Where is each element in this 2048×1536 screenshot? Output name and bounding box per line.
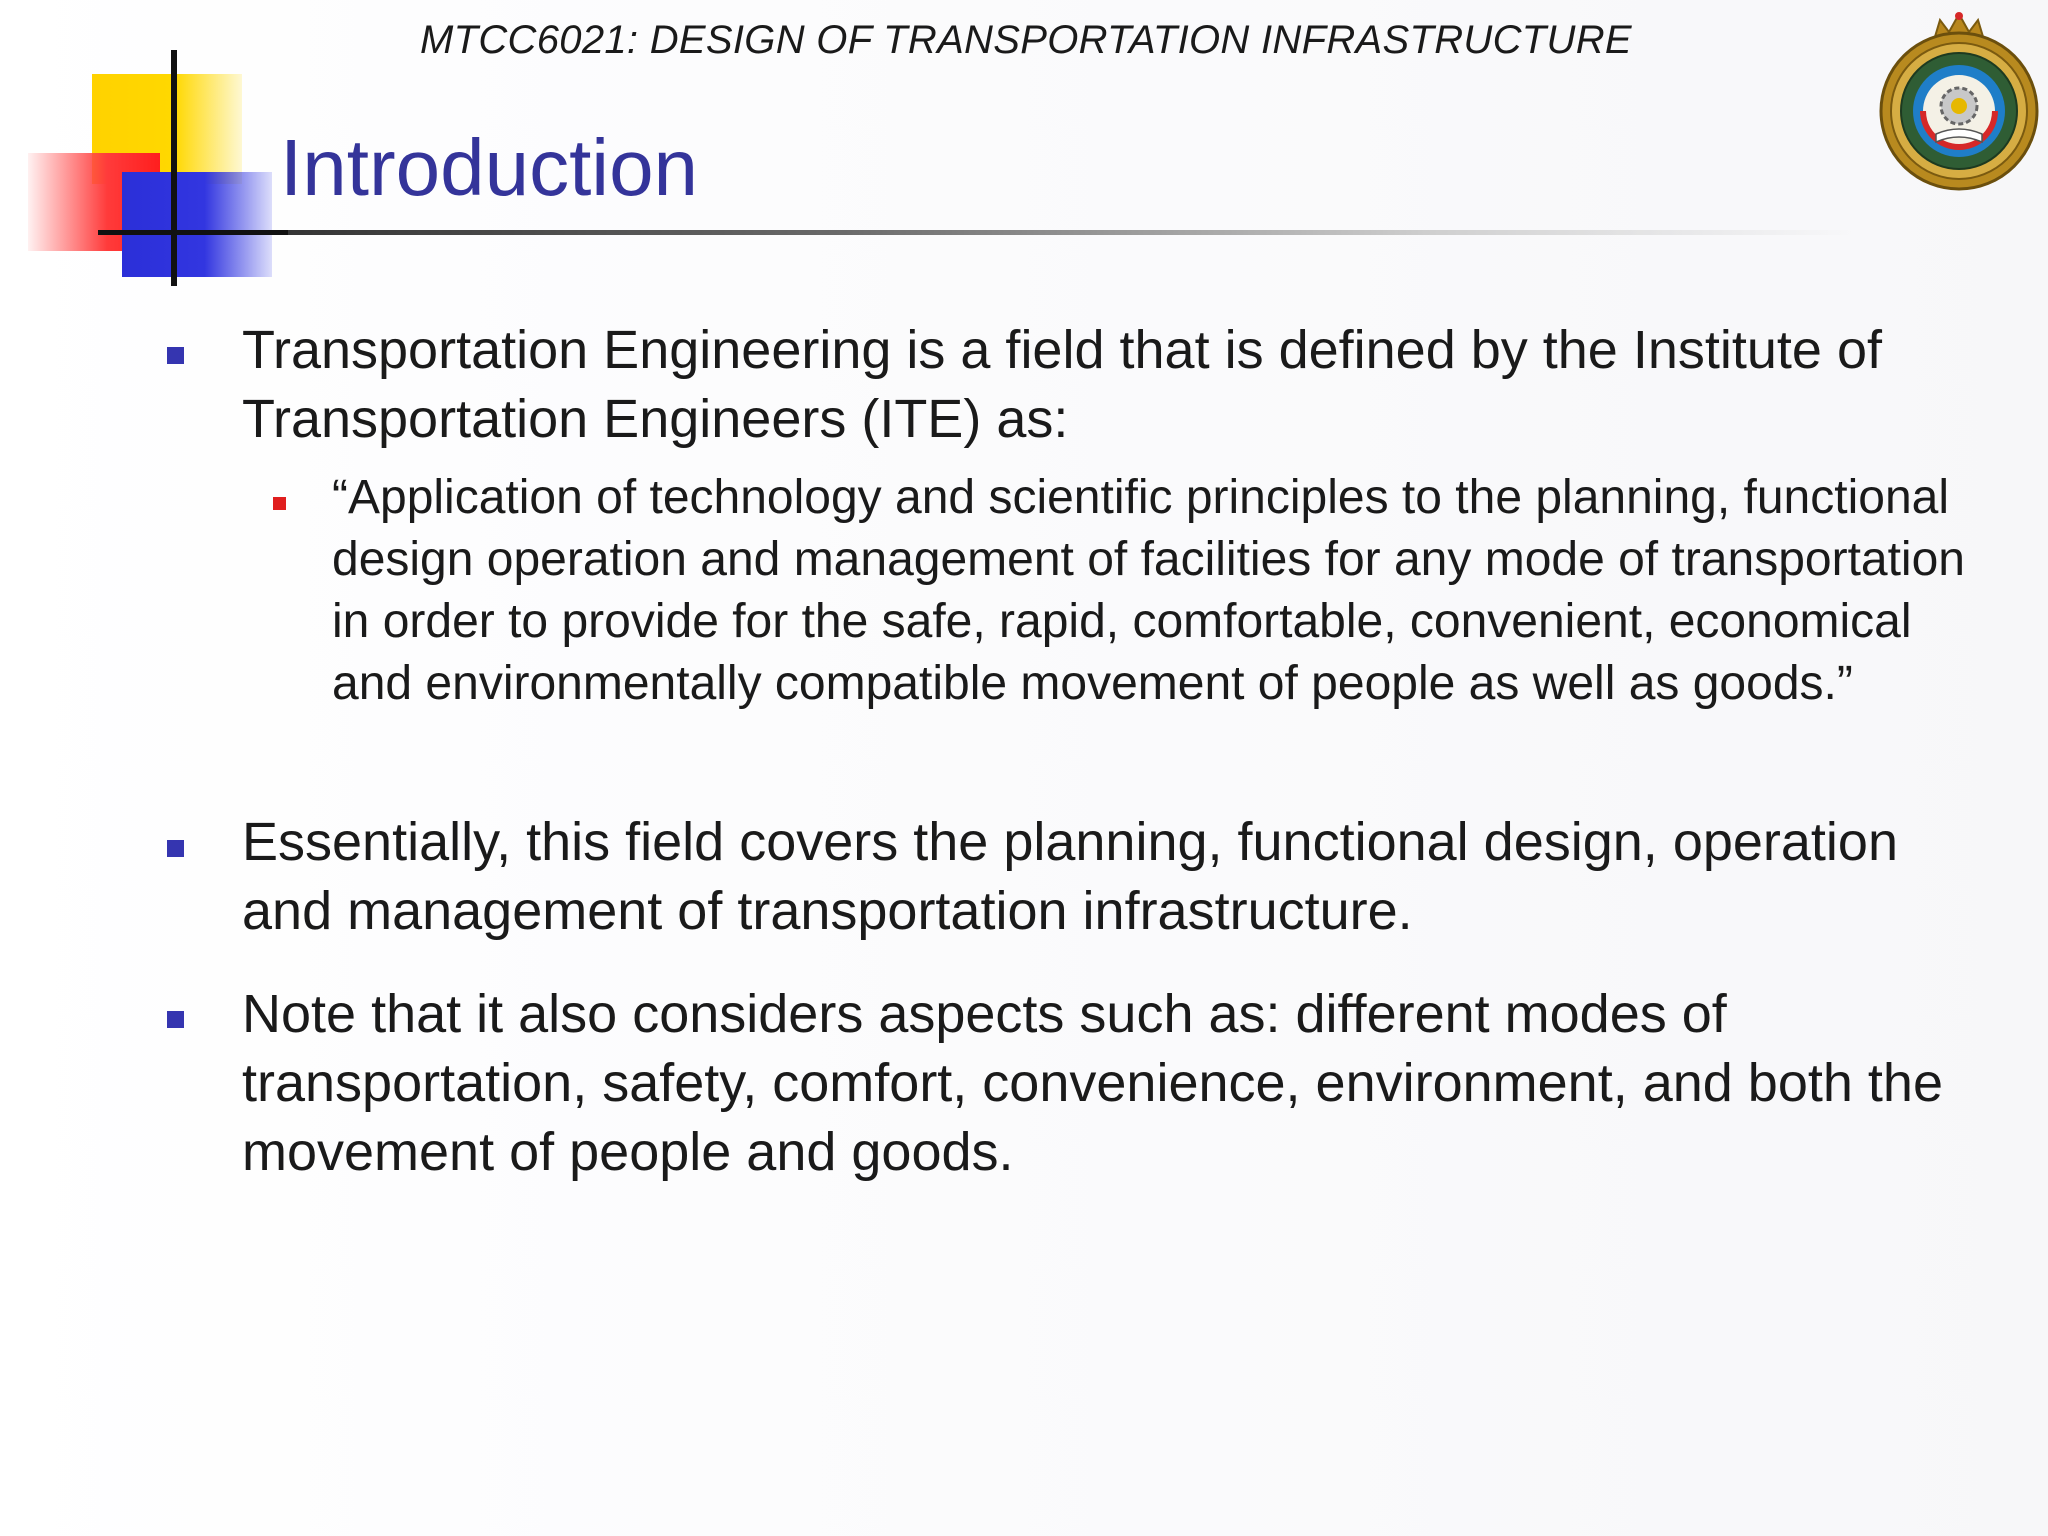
bullet-item-3: Note that it also considers aspects such as: different modes of transportation, safety, comfort, convenience, environment, and both the movement of people and goods.	[242, 984, 1943, 1182]
bullet-marker	[167, 1011, 184, 1028]
sub-bullet-marker	[273, 497, 286, 510]
course-header: MTCC6021: DESIGN OF TRANSPORTATION INFRASTRUCTURE	[420, 18, 1632, 62]
bullet-item-1: Transportation Engineering is a field that is defined by the Institute of Transportation Engineers (ITE) as:	[242, 320, 1882, 449]
decorative-vertical-line	[171, 50, 177, 286]
sub-bullet-item-1: “Application of technology and scientific principles to the planning, functional design operation and management of facilities for any mode of transportation in order to provide for the safe, rapid, comfortable, convenient, economical and environmentally compatible movement of people as well as goods.”	[332, 471, 1965, 710]
bullet-marker	[167, 347, 184, 364]
bullet-marker	[167, 840, 184, 857]
title-underline-rule	[172, 230, 1852, 235]
slide-title: Introduction	[280, 123, 699, 212]
college-crest-icon	[1874, 6, 2044, 196]
decorative-blue-block	[122, 172, 272, 277]
bullet-item-2: Essentially, this field covers the planning, functional design, operation and management of transportation infrastructure.	[242, 812, 1898, 941]
decorative-horizontal-line	[98, 230, 288, 235]
